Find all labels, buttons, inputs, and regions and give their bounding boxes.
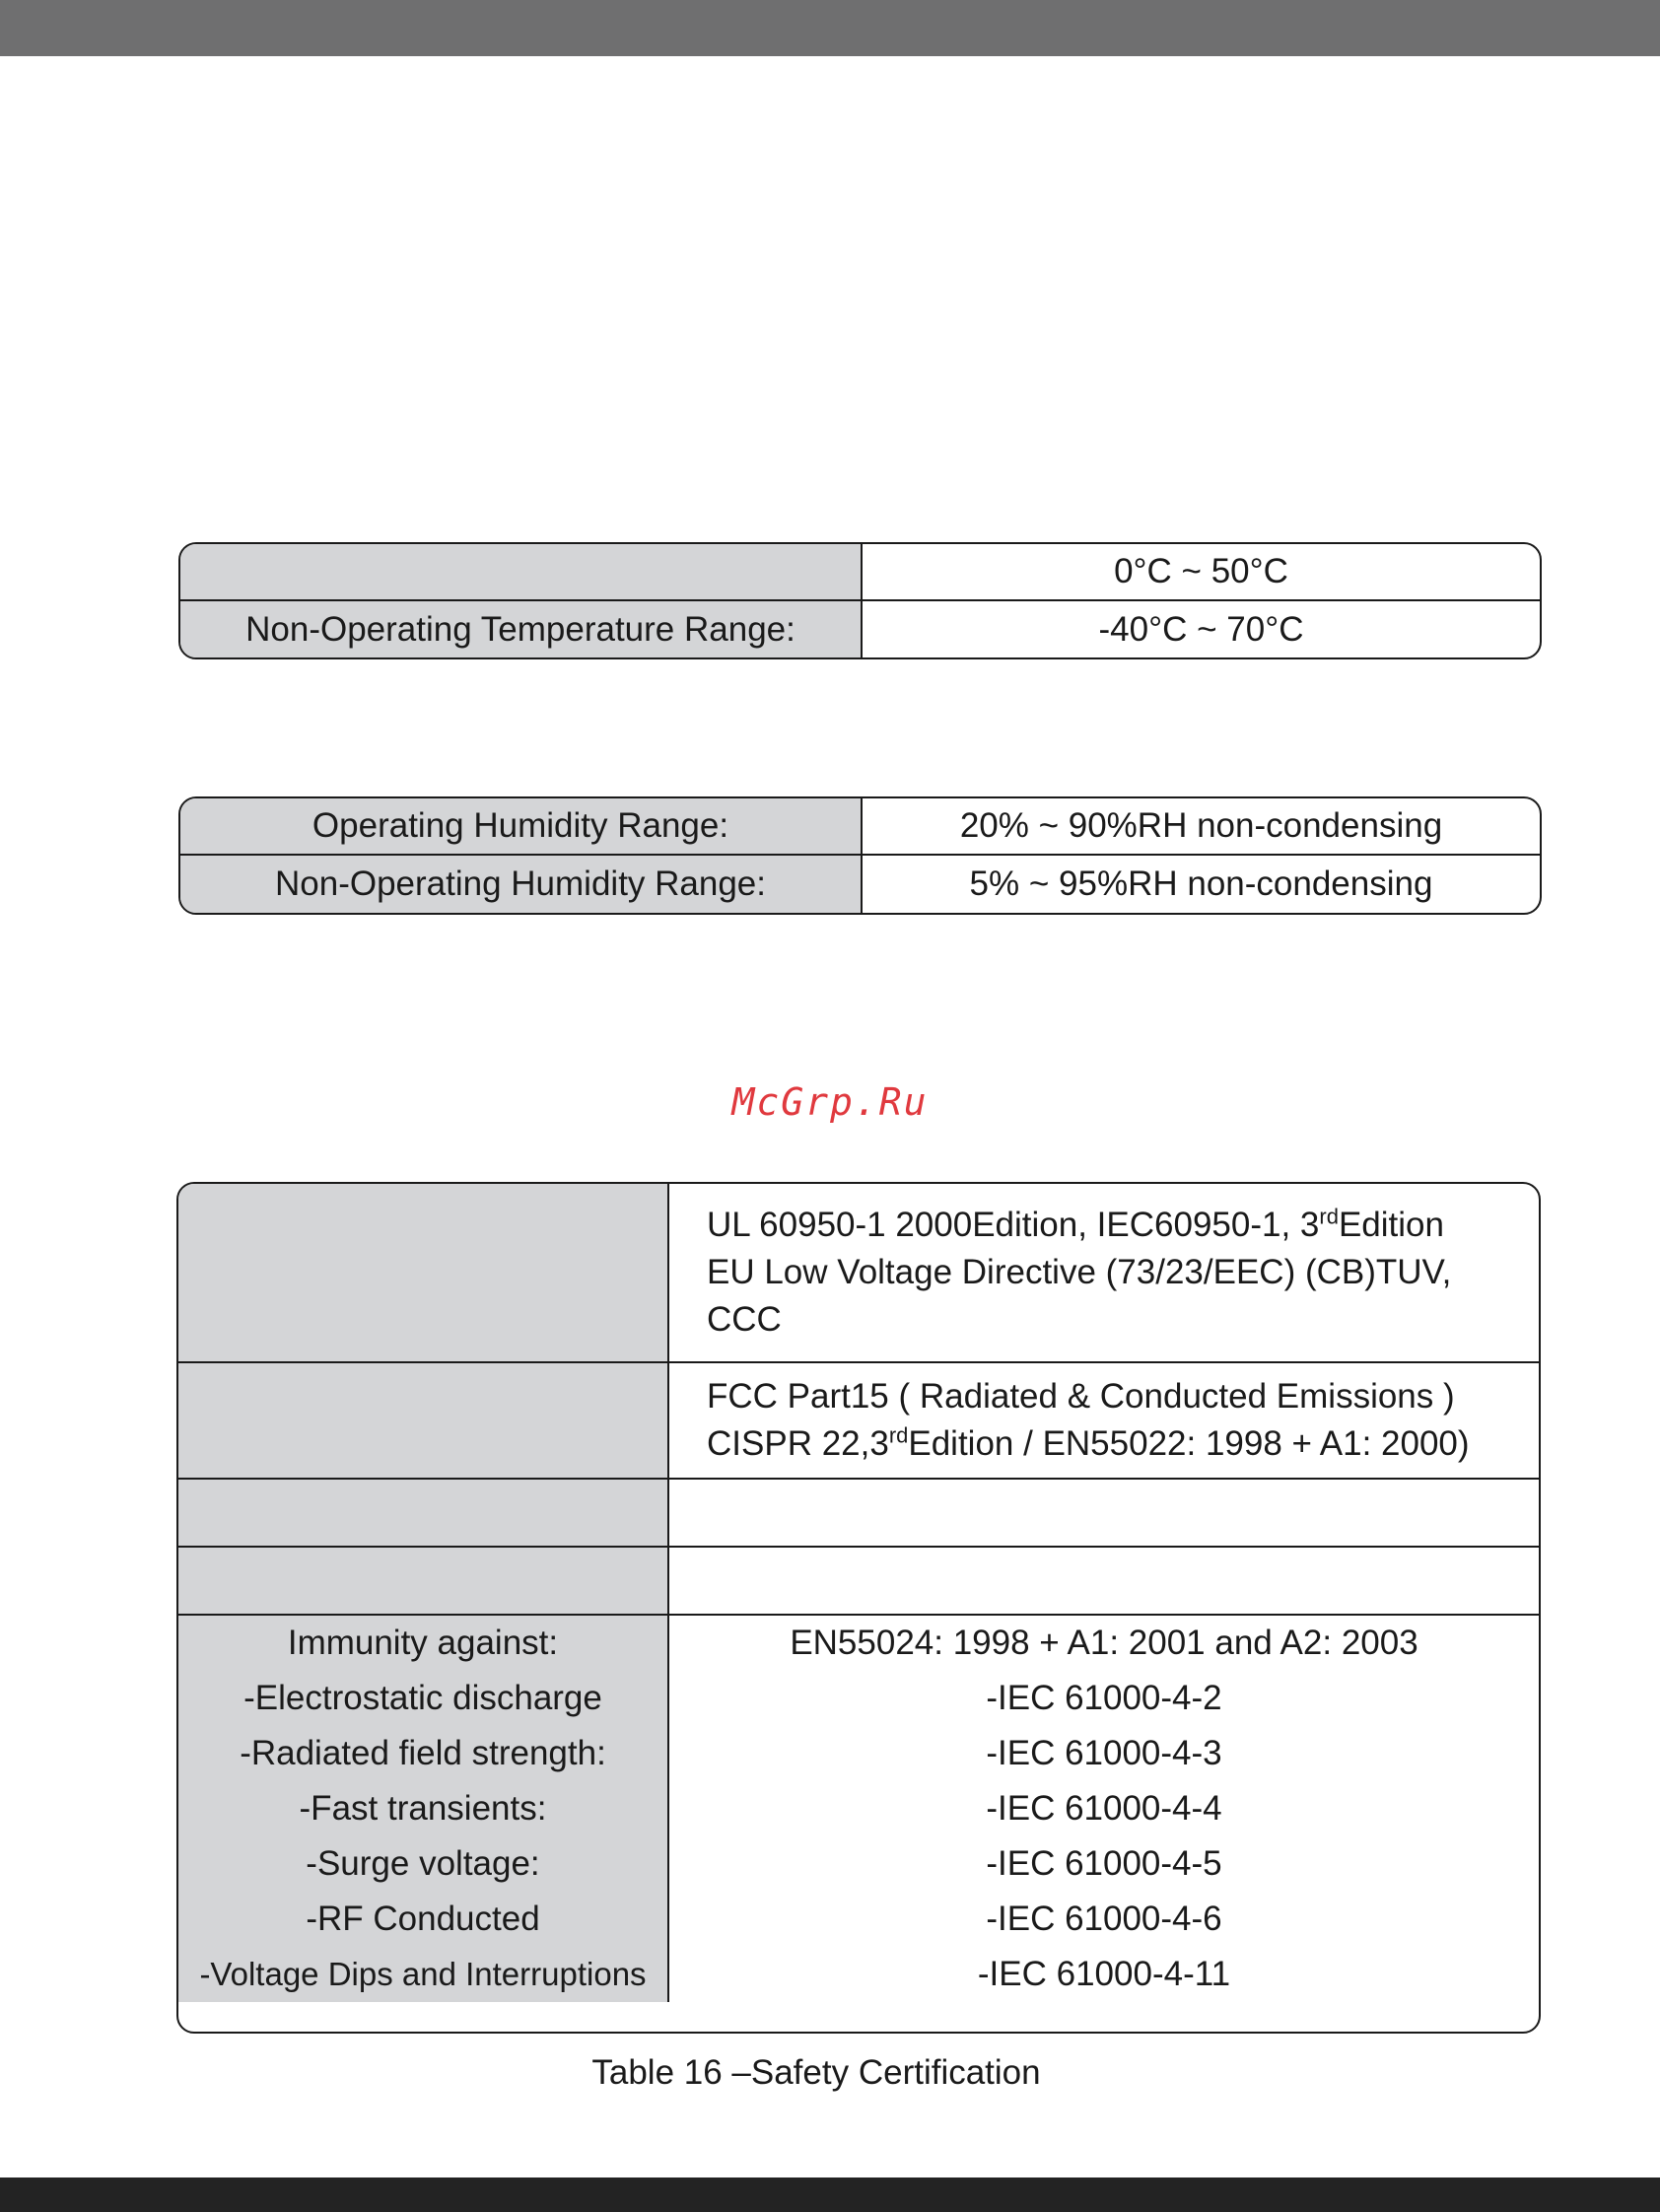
humidity-label-non-operating: Non-Operating Humidity Range:: [180, 856, 863, 913]
table-row: [180, 601, 1540, 657]
safety-value: [669, 1184, 1539, 1361]
table-row-emi: [178, 1363, 1539, 1480]
temperature-table: [178, 542, 1542, 659]
immunity-label-voltage-dips: -Voltage Dips and Interruptions: [199, 1956, 647, 1992]
safety-label: [178, 1184, 669, 1361]
temperature-value-non-operating: -40°C ~ 70°C: [1098, 609, 1304, 649]
emi-value: [669, 1363, 1539, 1478]
immunity-value-radiated: -IEC 61000-4-3: [986, 1734, 1222, 1772]
humidity-label-operating: Operating Humidity Range:: [180, 798, 863, 854]
immunity-values: [669, 1616, 1539, 2002]
safety-line-3: CCC: [707, 1300, 782, 1339]
temperature-label-non-operating: Non-Operating Temperature Range:: [180, 601, 863, 657]
immunity-value-fast-transients: -IEC 61000-4-4: [986, 1789, 1222, 1828]
watermark-text: McGrp.Ru: [731, 1080, 929, 1124]
immunity-label-radiated: -Radiated field strength:: [240, 1734, 606, 1772]
immunity-label-surge: -Surge voltage:: [306, 1844, 540, 1883]
immunity-value-rf-conducted: -IEC 61000-4-6: [986, 1900, 1222, 1938]
immunity-value-surge: -IEC 61000-4-5: [986, 1844, 1222, 1883]
immunity-value-standard: EN55024: 1998 + A1: 2001 and A2: 2003: [790, 1624, 1418, 1662]
emi-line-1: FCC Part15 ( Radiated & Conducted Emissions ): [707, 1377, 1455, 1416]
immunity-value-voltage-dips: -IEC 61000-4-11: [977, 1955, 1231, 1993]
immunity-labels: [178, 1616, 669, 2002]
top-header-bar: [0, 0, 1660, 56]
table-row-blank: [178, 1548, 1539, 1616]
table-row: [180, 856, 1540, 913]
table-row-immunity: [178, 1616, 1539, 2002]
humidity-value-operating: 20% ~ 90%RH non-condensing: [959, 806, 1443, 845]
safety-line-2: EU Low Voltage Directive (73/23/EEC) (CB)TUV,: [707, 1253, 1452, 1291]
immunity-label-fast-transients: -Fast transients:: [299, 1789, 547, 1828]
table-row: [180, 798, 1540, 856]
bottom-footer-bar: [0, 2177, 1660, 2212]
humidity-value-non-operating: 5% ~ 95%RH non-condensing: [969, 864, 1433, 903]
emi-line-2: CISPR 22,3rdEdition / EN55022: 1998 + A1: 2000): [707, 1422, 1470, 1463]
temperature-label-operating: [180, 544, 863, 599]
immunity-label-rf-conducted: -RF Conducted: [306, 1900, 540, 1938]
humidity-table: [178, 796, 1542, 915]
blank-value-1: [669, 1480, 1539, 1546]
immunity-label-esd: -Electrostatic discharge: [243, 1679, 602, 1717]
table-row: [180, 544, 1540, 601]
immunity-value-esd: -IEC 61000-4-2: [986, 1679, 1222, 1717]
table-row-safety: [178, 1184, 1539, 1363]
emi-label: [178, 1363, 669, 1478]
temperature-value-operating: 0°C ~ 50°C: [1114, 552, 1288, 590]
safety-certification-table: [176, 1182, 1541, 2034]
immunity-label-heading: Immunity against:: [287, 1624, 559, 1662]
table-caption: Table 16 –Safety Certification: [591, 2053, 1041, 2092]
blank-label-2: [178, 1548, 669, 1614]
safety-line-1: UL 60950-1 2000Edition, IEC60950-1, 3rdEdition: [707, 1204, 1444, 1244]
table-row-blank: [178, 1480, 1539, 1548]
blank-value-2: [669, 1548, 1539, 1614]
blank-label-1: [178, 1480, 669, 1546]
